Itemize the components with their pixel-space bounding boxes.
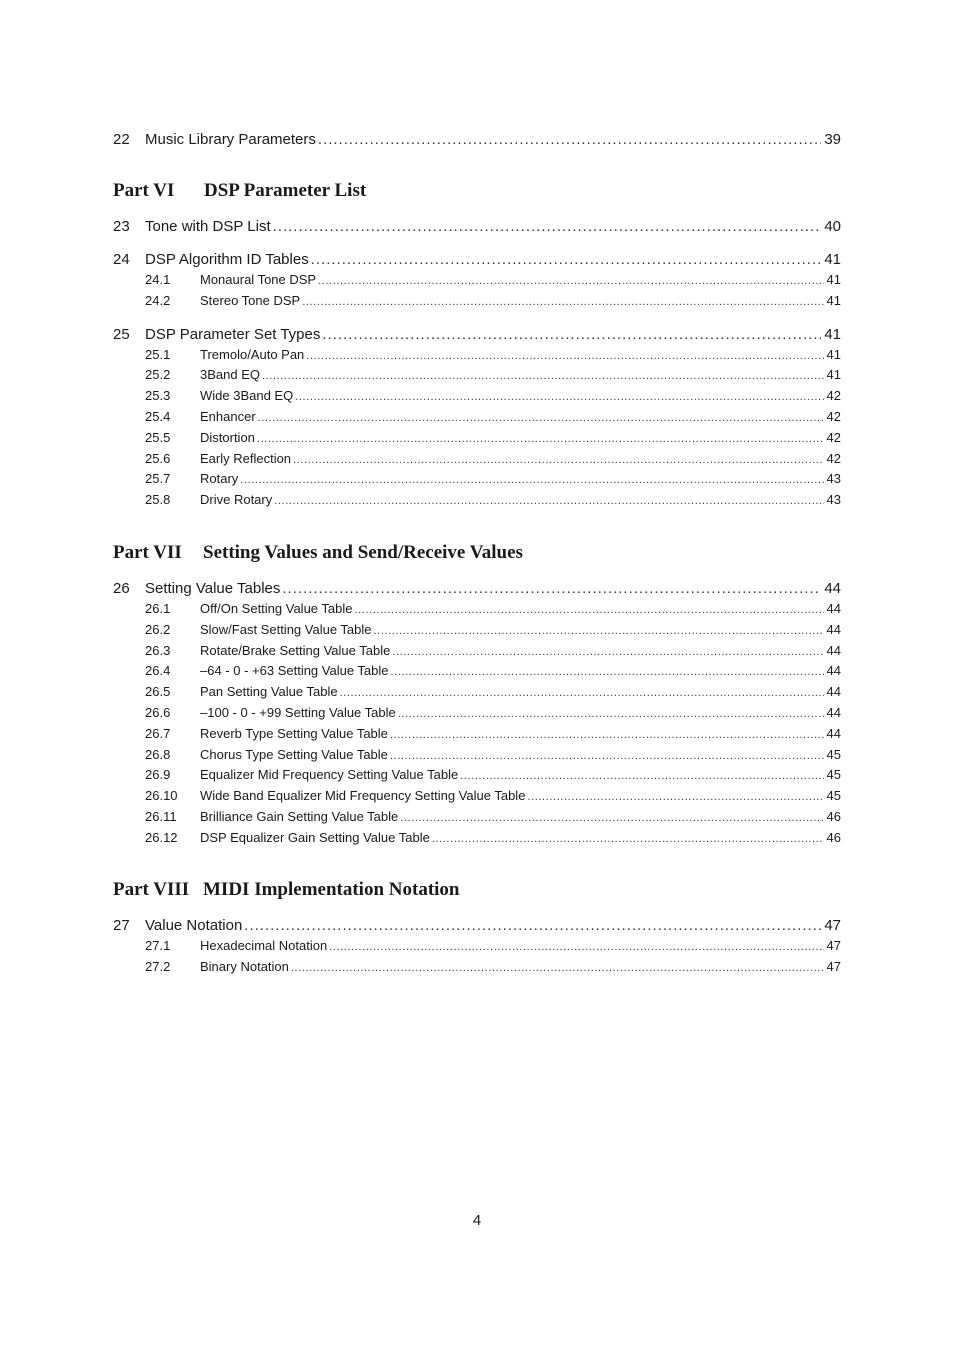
toc-entry-title: Wide Band Equalizer Mid Frequency Setting Value Table bbox=[200, 788, 526, 804]
toc-entry-number: 27.1 bbox=[145, 938, 171, 953]
toc-entry-page: 46 bbox=[826, 829, 841, 845]
part-heading bbox=[113, 541, 523, 565]
toc-entry-title: Slow/Fast Setting Value Table bbox=[200, 621, 372, 637]
dot-leader bbox=[527, 788, 823, 805]
toc-entry-title: Stereo Tone DSP bbox=[200, 292, 301, 308]
part-label: Part VII bbox=[113, 542, 182, 563]
toc-entry-number: 26.11 bbox=[145, 809, 177, 824]
dot-leader bbox=[295, 388, 823, 405]
dot-leader bbox=[322, 325, 821, 345]
toc-entry-number: 25.1 bbox=[145, 346, 171, 362]
toc-subsection-row[interactable] bbox=[113, 704, 841, 722]
toc-entry-title: DSP Parameter Set Types bbox=[145, 325, 321, 343]
dot-leader bbox=[391, 663, 824, 680]
toc-entry-page: 44 bbox=[826, 684, 841, 700]
toc-entry-number: 26.3 bbox=[145, 642, 171, 658]
toc-entry-number: 27.2 bbox=[145, 958, 171, 974]
dot-leader bbox=[340, 684, 824, 701]
toc-subsection-row[interactable] bbox=[113, 271, 841, 289]
dot-leader bbox=[302, 293, 823, 310]
dot-leader bbox=[244, 916, 821, 936]
toc-entry-page: 42 bbox=[826, 450, 841, 466]
dot-leader bbox=[390, 726, 824, 743]
toc-entry-number: 26.10 bbox=[145, 788, 178, 804]
dot-leader bbox=[460, 767, 823, 784]
toc-entry-page: 45 bbox=[826, 746, 841, 762]
toc-entry-number: 24.2 bbox=[145, 292, 171, 308]
toc-entry-number: 26.7 bbox=[145, 725, 171, 741]
toc-entry-number: 25.5 bbox=[145, 429, 171, 445]
toc-entry-title: Distortion bbox=[200, 429, 255, 445]
toc-entry-page: 44 bbox=[826, 663, 841, 679]
toc-entry-page: 47 bbox=[826, 938, 841, 953]
toc-entry-page: 44 bbox=[826, 621, 841, 637]
toc-entry-number: 25.2 bbox=[145, 367, 171, 383]
toc-entry-page: 44 bbox=[826, 601, 841, 616]
part-heading bbox=[113, 179, 366, 203]
toc-entry-number: 25.8 bbox=[145, 492, 171, 508]
toc-entry-page: 41 bbox=[826, 346, 841, 362]
toc-entry-number: 24 bbox=[113, 251, 130, 268]
toc-subsection-row[interactable] bbox=[113, 725, 841, 743]
toc-entry-title: DSP Algorithm ID Tables bbox=[145, 251, 309, 268]
toc-entry-title: Off/On Setting Value Table bbox=[200, 601, 353, 616]
toc-entry-number: 26 bbox=[113, 580, 130, 597]
toc-entry-page: 42 bbox=[826, 388, 841, 404]
toc-section-row[interactable] bbox=[113, 250, 841, 270]
toc-entry-page: 43 bbox=[826, 492, 841, 508]
toc-entry-page: 41 bbox=[826, 272, 841, 287]
dot-leader bbox=[273, 217, 822, 237]
dot-leader bbox=[306, 347, 823, 364]
toc-entry-number: 22 bbox=[113, 131, 130, 148]
toc-entry-title: –64 - 0 - +63 Setting Value Table bbox=[200, 663, 389, 679]
toc-subsection-row[interactable] bbox=[113, 746, 841, 764]
toc-subsection-row[interactable] bbox=[113, 600, 841, 618]
dot-leader bbox=[400, 809, 823, 826]
toc-entry-title: Pan Setting Value Table bbox=[200, 684, 338, 700]
toc-entry-page: 45 bbox=[826, 767, 841, 783]
dot-leader bbox=[355, 601, 824, 618]
toc-entry-title: Tone with DSP List bbox=[145, 218, 271, 235]
toc-entry-page: 41 bbox=[824, 251, 841, 268]
dot-leader bbox=[274, 492, 823, 509]
toc-entry-page: 40 bbox=[824, 218, 841, 235]
toc-subsection-row[interactable] bbox=[113, 683, 841, 701]
toc-entry-title: Rotate/Brake Setting Value Table bbox=[200, 642, 391, 658]
toc-entry-page: 44 bbox=[824, 580, 841, 597]
part-label: Part VI bbox=[113, 180, 175, 201]
toc-subsection-row[interactable] bbox=[113, 642, 841, 660]
toc-entry-title: Early Reflection bbox=[200, 450, 292, 466]
part-title: DSP Parameter List bbox=[204, 180, 367, 201]
toc-entry-title: DSP Equalizer Gain Setting Value Table bbox=[200, 829, 430, 845]
toc-subsection-row[interactable] bbox=[113, 387, 841, 405]
page-number: 4 bbox=[472, 1212, 482, 1229]
toc-entry-page: 44 bbox=[826, 725, 841, 741]
toc-entry-page: 45 bbox=[826, 788, 841, 804]
toc-entry-page: 42 bbox=[826, 409, 841, 424]
toc-entry-page: 44 bbox=[826, 705, 841, 720]
toc-entry-title: Chorus Type Setting Value Table bbox=[200, 746, 388, 762]
toc-entry-title: Equalizer Mid Frequency Setting Value Table bbox=[200, 767, 459, 783]
toc-subsection-row[interactable] bbox=[113, 366, 841, 384]
toc-subsection-row[interactable] bbox=[113, 292, 841, 310]
toc-entry-title: Music Library Parameters bbox=[145, 131, 316, 148]
toc-entry-page: 43 bbox=[826, 471, 841, 487]
toc-entry-number: 26.5 bbox=[145, 684, 171, 700]
dot-leader bbox=[390, 747, 824, 764]
toc-entry-title: Tremolo/Auto Pan bbox=[200, 346, 305, 362]
toc-entry-title: –100 - 0 - +99 Setting Value Table bbox=[200, 705, 396, 720]
toc-section-row[interactable] bbox=[113, 217, 841, 237]
toc-entry-number: 25.7 bbox=[145, 471, 171, 487]
toc-entry-title: Value Notation bbox=[145, 917, 243, 934]
dot-leader bbox=[318, 272, 823, 289]
dot-leader bbox=[392, 643, 823, 660]
dot-leader bbox=[329, 938, 823, 955]
dot-leader bbox=[374, 622, 824, 639]
dot-leader bbox=[293, 451, 823, 468]
dot-leader bbox=[282, 579, 821, 599]
toc-subsection-row[interactable] bbox=[113, 450, 841, 468]
toc-entry-title: 3Band EQ bbox=[200, 367, 260, 383]
toc-subsection-row[interactable] bbox=[113, 491, 841, 509]
toc-entry-number: 26.1 bbox=[145, 601, 171, 616]
toc-entry-title: Enhancer bbox=[200, 409, 256, 424]
toc-entry-page: 46 bbox=[826, 809, 841, 824]
toc-entry-number: 26.9 bbox=[145, 767, 171, 783]
toc-entry-title: Binary Notation bbox=[200, 958, 289, 974]
toc-entry-number: 27 bbox=[113, 917, 130, 934]
dot-leader bbox=[240, 471, 823, 488]
toc-entry-number: 25.6 bbox=[145, 450, 171, 466]
toc-section-row[interactable] bbox=[113, 130, 841, 150]
part-title: MIDI Implementation Notation bbox=[203, 879, 460, 900]
toc-entry-number: 23 bbox=[113, 218, 130, 235]
dot-leader bbox=[432, 830, 824, 847]
toc-entry-number: 24.1 bbox=[145, 272, 171, 287]
toc-entry-page: 39 bbox=[824, 131, 841, 148]
toc-section-row[interactable] bbox=[113, 916, 841, 936]
toc-entry-title: Reverb Type Setting Value Table bbox=[200, 725, 388, 741]
part-title: Setting Values and Send/Receive Values bbox=[203, 542, 523, 563]
dot-leader bbox=[318, 130, 821, 150]
toc-subsection-row[interactable] bbox=[113, 937, 841, 955]
dot-leader bbox=[258, 409, 824, 426]
dot-leader bbox=[257, 430, 824, 447]
toc-subsection-row[interactable] bbox=[113, 346, 841, 364]
toc-subsection-row[interactable] bbox=[113, 808, 841, 826]
toc-entry-title: Setting Value Tables bbox=[145, 580, 281, 597]
toc-entry-page: 42 bbox=[826, 429, 841, 445]
toc-section-row[interactable] bbox=[113, 579, 841, 599]
dot-leader bbox=[262, 367, 824, 384]
toc-entry-title: Wide 3Band EQ bbox=[200, 388, 294, 404]
toc-entry-page: 44 bbox=[826, 642, 841, 658]
toc-subsection-row[interactable] bbox=[113, 470, 841, 488]
toc-entry-page: 41 bbox=[826, 292, 841, 308]
toc-entry-number: 26.2 bbox=[145, 621, 171, 637]
toc-entry-number: 25.4 bbox=[145, 409, 171, 424]
toc-entry-title: Drive Rotary bbox=[200, 492, 273, 508]
toc-entry-page: 47 bbox=[826, 958, 841, 974]
toc-entry-page: 41 bbox=[824, 325, 841, 343]
toc-entry-page: 41 bbox=[826, 367, 841, 383]
part-heading bbox=[113, 878, 460, 902]
toc-subsection-row[interactable] bbox=[113, 829, 841, 847]
toc-subsection-row[interactable] bbox=[113, 958, 841, 976]
toc-entry-title: Monaural Tone DSP bbox=[200, 272, 317, 287]
dot-leader bbox=[311, 250, 822, 270]
toc-subsection-row[interactable] bbox=[113, 787, 841, 805]
toc-entry-number: 26.4 bbox=[145, 663, 171, 679]
toc-subsection-row[interactable] bbox=[113, 766, 841, 784]
toc-entry-title: Brilliance Gain Setting Value Table bbox=[200, 809, 399, 824]
dot-leader bbox=[291, 959, 824, 976]
toc-subsection-row[interactable] bbox=[113, 429, 841, 447]
toc-entry-number: 25 bbox=[113, 325, 130, 343]
toc-entry-number: 26.12 bbox=[145, 829, 178, 845]
part-label: Part VIII bbox=[113, 879, 190, 900]
dot-leader bbox=[398, 705, 824, 722]
toc-entry-title: Rotary bbox=[200, 471, 239, 487]
toc-section-row[interactable] bbox=[113, 325, 841, 345]
toc-subsection-row[interactable] bbox=[113, 408, 841, 426]
toc-entry-number: 25.3 bbox=[145, 388, 171, 404]
toc-entry-number: 26.8 bbox=[145, 746, 171, 762]
toc-entry-page: 47 bbox=[824, 917, 841, 934]
toc-entry-number: 26.6 bbox=[145, 705, 171, 720]
toc-subsection-row[interactable] bbox=[113, 621, 841, 639]
toc-entry-title: Hexadecimal Notation bbox=[200, 938, 328, 953]
toc-subsection-row[interactable] bbox=[113, 662, 841, 680]
